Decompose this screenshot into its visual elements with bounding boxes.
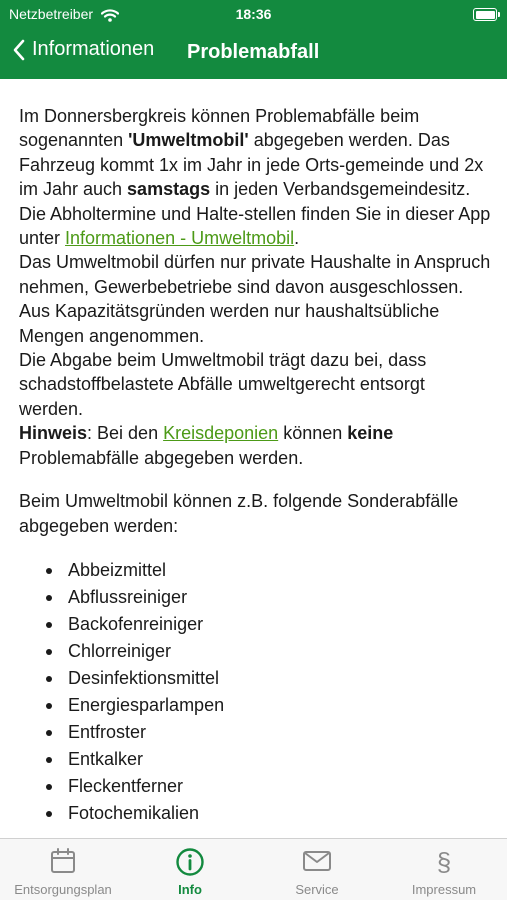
list-item: Fotochemikalien	[46, 800, 491, 827]
tab-label: Impressum	[411, 882, 477, 897]
tab-label: Entsorgungsplan	[14, 882, 112, 897]
page-title: Problemabfall	[187, 41, 320, 63]
list-item: Entkalker	[46, 746, 491, 773]
carrier-label: Netzbetreiber	[9, 6, 119, 22]
tab-impressum[interactable]	[381, 839, 507, 900]
navigation-bar	[0, 28, 507, 79]
status-bar	[0, 0, 507, 28]
paragraph-spacer	[19, 470, 491, 489]
calendar-icon	[49, 847, 77, 875]
tab-label: Service	[295, 882, 339, 897]
list-item: Desinfektionsmittel	[46, 665, 491, 692]
paragraph-restriction: Das Umweltmobil dürfen nur private Haushalte in Anspruch nehmen, Gewerbebetriebe sind davon ausgeschlossen. Aus Kapazitätsgründen werden nur haushaltsübliche Mengen angenommen.	[19, 252, 491, 346]
chevron-left-icon	[12, 39, 26, 61]
list-item: Entfroster	[46, 719, 491, 746]
tab-label: Info	[178, 882, 202, 897]
header-bar	[0, 0, 507, 79]
list-item: Backofenreiniger	[46, 611, 491, 638]
link-umweltmobil[interactable]: Informationen - Umweltmobil	[65, 228, 295, 249]
waste-list	[19, 557, 491, 827]
back-button[interactable]	[12, 38, 154, 61]
paragraph-note: Hinweis: Bei den Kreisdeponien können keine Problemabfälle abgegeben werden.	[19, 423, 394, 468]
back-button-label: Informationen	[32, 38, 155, 60]
article-content[interactable]	[19, 104, 491, 839]
tab-bar	[0, 838, 507, 900]
list-item: Chlorreiniger	[46, 638, 491, 665]
list-item: Abflussreiniger	[46, 584, 491, 611]
mail-icon	[302, 847, 332, 875]
paragraph-intro: Im Donnersbergkreis können Problemabfälle beim sogenannten 'Umweltmobil' abgegeben werden. Das Fahrzeug kommt 1x im Jahr in jede Orts-gemeinde und 2x im Jahr auch samstags in jeden Verbandsgemeindesitz. Die Abholtermine und Halte-stellen finden Sie in dieser App unter Informationen - Umweltmobil.	[19, 106, 491, 249]
tab-service[interactable]	[254, 839, 380, 900]
battery-icon	[473, 8, 497, 21]
svg-text:§: §	[436, 847, 452, 877]
list-item: Energiesparlampen	[46, 692, 491, 719]
info-icon	[175, 847, 205, 877]
list-item: Fleckentferner	[46, 773, 491, 800]
tab-entsorgungsplan[interactable]	[0, 839, 126, 900]
list-item: Abbeizmittel	[46, 557, 491, 584]
paragraph-environment: Die Abgabe beim Umweltmobil trägt dazu bei, dass schadstoffbelastete Abfälle umweltgerecht entsorgt werden.	[19, 350, 427, 419]
paragraph-list-intro: Beim Umweltmobil können z.B. folgende Sonderabfälle abgegeben werden:	[19, 491, 459, 536]
link-kreisdeponien[interactable]: Kreisdeponien	[163, 423, 279, 444]
tab-info[interactable]	[127, 839, 253, 900]
status-time: 18:36	[235, 6, 272, 22]
section-sign-icon	[432, 847, 456, 877]
